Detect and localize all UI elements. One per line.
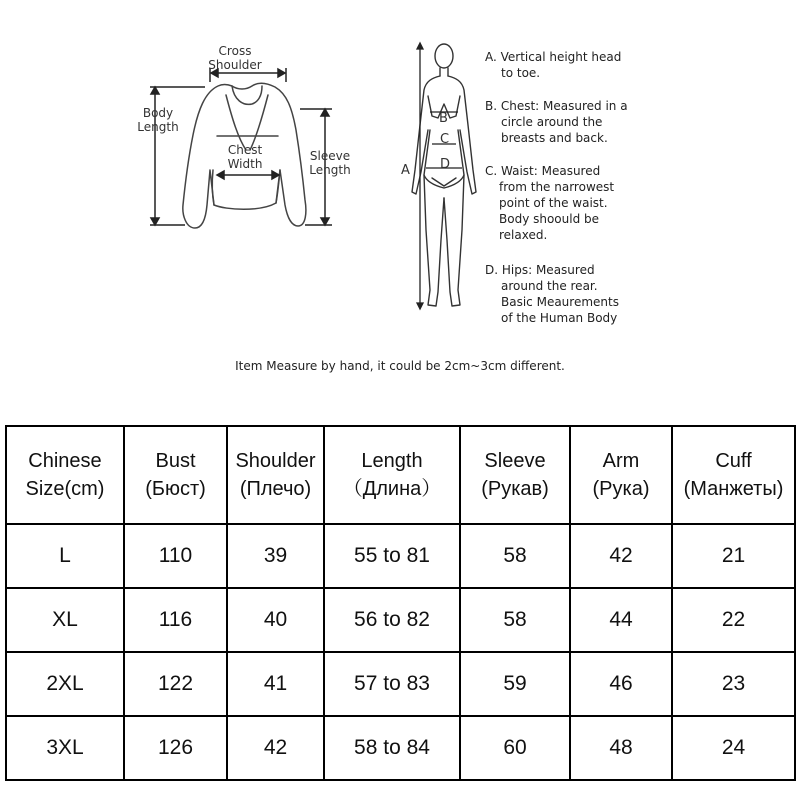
body-figure	[412, 44, 476, 306]
header-bust: Bust (Бюст)	[124, 426, 227, 524]
header-arm: Arm (Рука)	[570, 426, 672, 524]
cell-shoulder: 41	[227, 652, 324, 716]
cell-length: 57 to 83	[324, 652, 460, 716]
note-a: A. Vertical height head to toe.	[485, 50, 622, 80]
cell-shoulder: 42	[227, 716, 324, 780]
cell-length: 55 to 81	[324, 524, 460, 588]
table-header-row	[6, 426, 795, 524]
header-length: Length （Длина）	[324, 426, 460, 524]
cell-cuff: 24	[672, 716, 795, 780]
marker-d: D	[440, 157, 451, 172]
cell-size: XL	[6, 588, 124, 652]
header-shoulder: Shoulder (Плечо)	[227, 426, 324, 524]
cell-cuff: 22	[672, 588, 795, 652]
cell-size: 2XL	[6, 652, 124, 716]
measurement-caption: Item Measure by hand, it could be 2cm~3cm different.	[235, 359, 565, 373]
cell-arm: 46	[570, 652, 672, 716]
header-cuff: Cuff (Манжеты)	[672, 426, 795, 524]
header-sleeve: Sleeve (Рукав)	[460, 426, 570, 524]
cell-sleeve: 58	[460, 588, 570, 652]
marker-c: C	[440, 132, 450, 147]
cell-arm: 44	[570, 588, 672, 652]
cell-bust: 122	[124, 652, 227, 716]
cell-cuff: 21	[672, 524, 795, 588]
marker-b: B	[439, 111, 448, 126]
table-row	[6, 716, 795, 780]
note-b: B. Chest: Measured in a circle around the breasts and back.	[485, 99, 628, 145]
cell-sleeve: 58	[460, 524, 570, 588]
cell-shoulder: 39	[227, 524, 324, 588]
note-d: D. Hips: Measured around the rear. Basic Meaurements of the Human Body	[485, 263, 619, 325]
note-c: C. Waist: Measured from the narrowest point of the waist. Body shoould be relaxed.	[485, 164, 615, 242]
table-row	[6, 652, 795, 716]
cell-length: 56 to 82	[324, 588, 460, 652]
cell-size: 3XL	[6, 716, 124, 780]
size-table	[5, 425, 796, 781]
cell-sleeve: 59	[460, 652, 570, 716]
cell-cuff: 23	[672, 652, 795, 716]
body-length-label: Body Length	[137, 106, 179, 134]
sleeve-length-label: Sleeve Length	[309, 149, 351, 177]
marker-a: A	[401, 163, 410, 178]
table-row	[6, 588, 795, 652]
cell-arm: 48	[570, 716, 672, 780]
header-size: Chinese Size(cm)	[6, 426, 124, 524]
cross-shoulder-label: Cross Shoulder	[208, 44, 262, 72]
cell-length: 58 to 84	[324, 716, 460, 780]
cell-shoulder: 40	[227, 588, 324, 652]
table-row	[6, 524, 795, 588]
chest-width-label: Chest Width	[227, 143, 263, 171]
cell-bust: 110	[124, 524, 227, 588]
cell-sleeve: 60	[460, 716, 570, 780]
cell-size: L	[6, 524, 124, 588]
cell-bust: 126	[124, 716, 227, 780]
cell-bust: 116	[124, 588, 227, 652]
cell-arm: 42	[570, 524, 672, 588]
